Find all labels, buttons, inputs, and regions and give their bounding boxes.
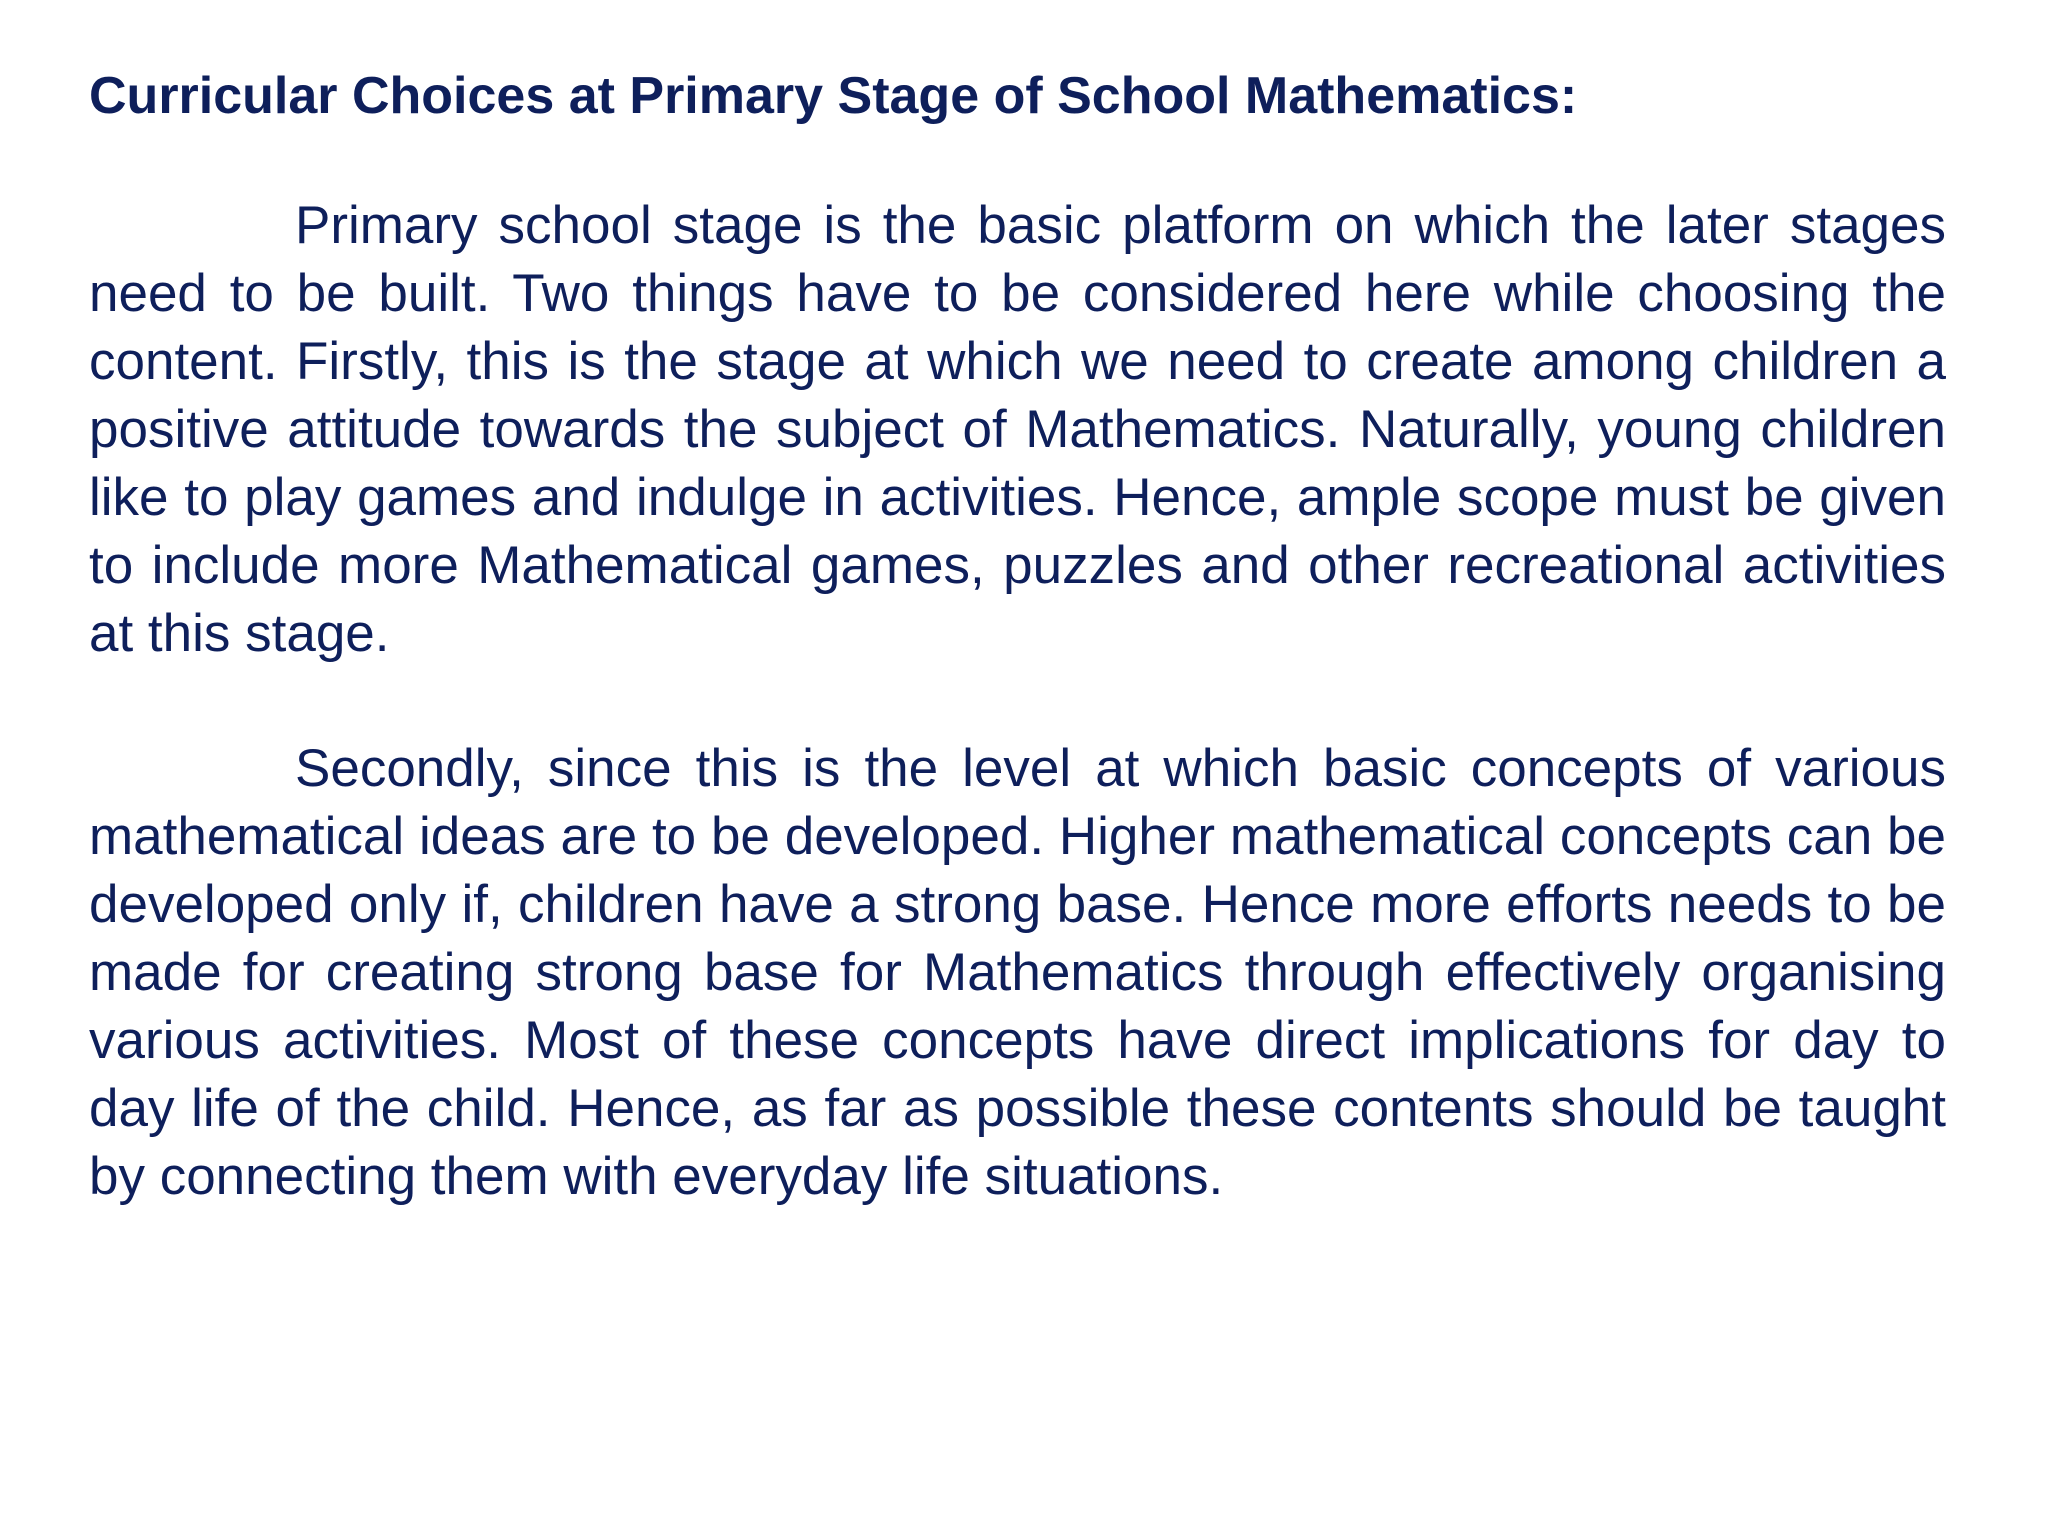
slide-title: Curricular Choices at Primary Stage of School Mathematics: — [89, 67, 1578, 125]
paragraph-primary-stage: Primary school stage is the basic platform on which the later stages need to be built. Two things have to be considered here while choosing the content. Firstly, this is the stage at which we need to create among children a positive attitude towards the subject of Mathematics. Naturally, young children like to play games and indulge in activities. Hence, ample scope must be given to include more Mathematical games, puzzles and other recreational activities at this stage. — [89, 196, 1946, 663]
slide-content — [89, 60, 1946, 1211]
paragraph-basic-concepts: Secondly, since this is the level at which basic concepts of various mathematical ideas are to be developed. Higher mathematical concepts can be developed only if, children have a strong base. Hence more efforts needs to be made for creating strong base for Mathematics through effectively organising various activities. Most of these concepts have direct implications for day to day life of the child. Hence, as far as possible these contents should be taught by connecting them with everyday life situations. — [89, 739, 1946, 1206]
